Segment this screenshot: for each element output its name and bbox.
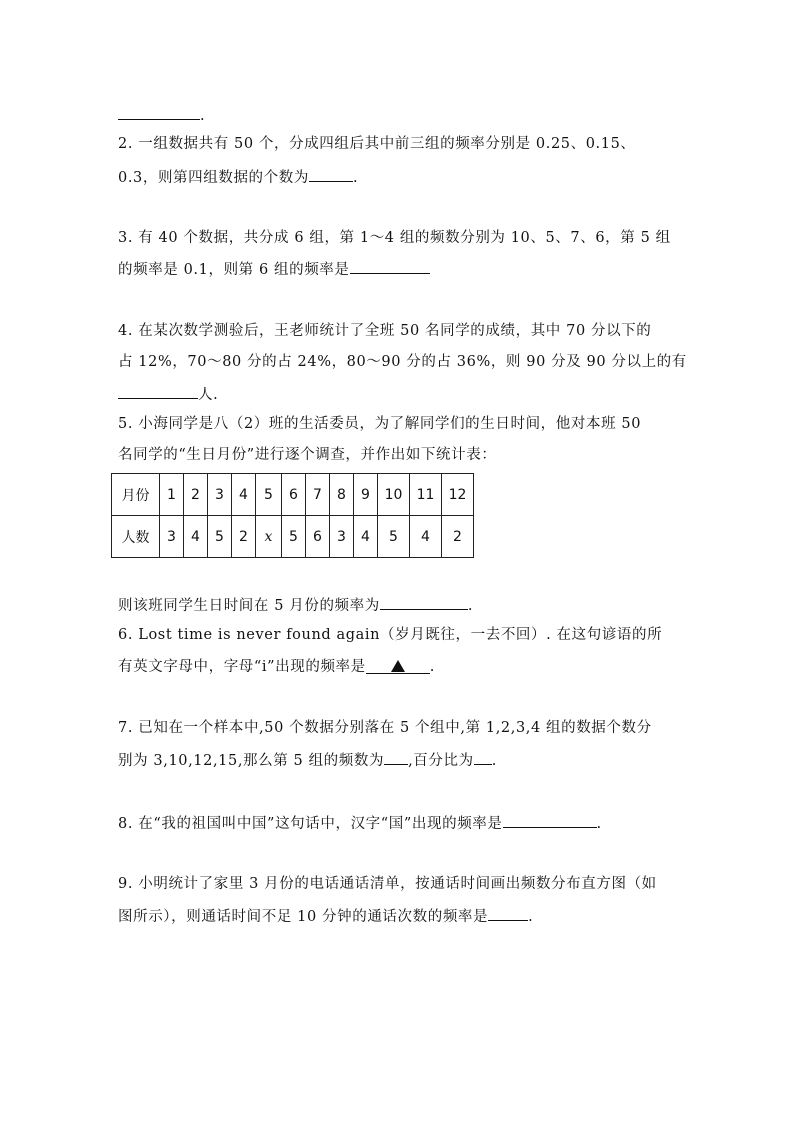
table-cell: 2 xyxy=(442,516,474,558)
table-cell-unknown: x xyxy=(256,516,282,558)
table-cell: 5 xyxy=(256,474,282,516)
answer-blank[interactable] xyxy=(118,383,198,399)
table-cell: 5 xyxy=(208,516,232,558)
table-cell: 12 xyxy=(442,474,474,516)
q3-line2: 的频率是 0.1，则第 6 组的频率是 xyxy=(118,258,430,280)
table-row xyxy=(112,516,474,558)
triangle-icon xyxy=(391,660,405,672)
birthday-month-table xyxy=(111,473,474,558)
table-cell: 3 xyxy=(208,474,232,516)
answer-blank[interactable] xyxy=(350,258,430,274)
q2-line1: 2. 一组数据共有 50 个，分成四组后其中前三组的频率分别是 0.25、0.15、 xyxy=(118,136,636,152)
q7-line2: 别为 3,10,12,15,那么第 5 组的频数为 ,百分比为 . xyxy=(118,749,497,771)
table-cell: 4 xyxy=(184,516,208,558)
q9-line1: 9. 小明统计了家里 3 月份的电话通话清单，按通话时间画出频数分布直方图（如 xyxy=(118,876,657,892)
q5-line1: 5. 小海同学是八（2）班的生活委员，为了解同学们的生日时间，他对本班 50 xyxy=(118,416,642,432)
q2-line2: 0.3，则第四组数据的个数为 . xyxy=(118,166,358,188)
table-cell: 1 xyxy=(160,474,184,516)
table-row-header: 人数 xyxy=(112,516,160,558)
table-cell: 4 xyxy=(410,516,442,558)
table-cell: 2 xyxy=(184,474,208,516)
answer-blank[interactable] xyxy=(309,166,353,182)
table-cell: 5 xyxy=(378,516,410,558)
table-cell: 6 xyxy=(306,516,330,558)
table-cell: 6 xyxy=(282,474,306,516)
answer-blank[interactable] xyxy=(380,594,468,610)
q4-line2: 占 12%，70～80 分的占 24%，80～90 分的占 36%，则 90 分及 90 分以上的有 xyxy=(118,354,687,370)
q7-line1: 7. 已知在一个样本中,50 个数据分别落在 5 个组中,第 1,2,3,4 组的数据个数分 xyxy=(118,720,652,736)
table-cell: 4 xyxy=(354,516,378,558)
q3-line1: 3. 有 40 个数据，共分成 6 组，第 1～4 组的频数分别为 10、5、7、6，第 5 组 xyxy=(118,230,671,246)
answer-blank[interactable] xyxy=(474,749,492,765)
table-cell: 8 xyxy=(330,474,354,516)
q5-line3: 则该班同学生日时间在 5 月份的频率为 . xyxy=(118,594,473,616)
answer-blank[interactable] xyxy=(366,657,430,674)
table-cell: 7 xyxy=(306,474,330,516)
table-cell: 9 xyxy=(354,474,378,516)
table-cell: 4 xyxy=(232,474,256,516)
q8-line1: 8. 在“我的祖国叫中国”这句话中，汉字“国”出现的频率是 . xyxy=(118,812,602,834)
q1-tail: . xyxy=(118,104,205,126)
table-cell: 3 xyxy=(160,516,184,558)
answer-blank[interactable] xyxy=(384,749,408,765)
table-row-header: 月份 xyxy=(112,474,160,516)
table-cell: 2 xyxy=(232,516,256,558)
q4-line1: 4. 在某次数学测验后，王老师统计了全班 50 名同学的成绩，其中 70 分以下的 xyxy=(118,323,652,339)
table-cell: 5 xyxy=(282,516,306,558)
table-row xyxy=(112,474,474,516)
q4-line3: 人. xyxy=(118,383,218,405)
q6-line1: 6. Lost time is never found again（岁月既往，一去不回）. 在这句谚语的所 xyxy=(118,627,663,643)
answer-blank[interactable] xyxy=(503,812,597,828)
q5-line2: 名同学的“生日月份”进行逐个调查，并作出如下统计表： xyxy=(118,447,497,463)
answer-blank[interactable] xyxy=(488,905,528,921)
answer-blank[interactable] xyxy=(118,104,200,120)
table-cell: 3 xyxy=(330,516,354,558)
q9-line2: 图所示），则通话时间不足 10 分钟的通话次数的频率是 . xyxy=(118,905,533,927)
q6-line2: 有英文字母中，字母“i”出现的频率是 . xyxy=(118,659,435,675)
table-cell: 10 xyxy=(378,474,410,516)
table-cell: 11 xyxy=(410,474,442,516)
